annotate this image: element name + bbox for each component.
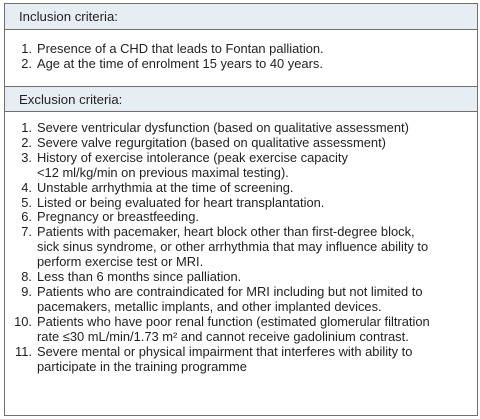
criteria-item-number: 4.	[21, 179, 32, 195]
criteria-item-line: participate in the training programme	[37, 358, 247, 374]
criteria-item-line: sick sinus syndrome, or other arrhythmia that may influence ability to	[37, 239, 429, 255]
criteria-item-text	[37, 196, 469, 211]
criteria-item-line: perform exercise test or MRI.	[37, 254, 204, 270]
criteria-item-number: 1.	[21, 120, 32, 135]
criteria-item-number: 1.	[21, 41, 32, 56]
criteria-item-line: Severe mental or physical impairment that interferes with ability to	[37, 343, 413, 359]
criteria-item-text	[37, 57, 469, 72]
criteria-item-number: 10.	[14, 313, 32, 329]
criteria-item-line: Patients who are contraindicated for MRI including but not limited to	[37, 283, 423, 299]
criteria-item-number: 11.	[15, 343, 32, 359]
criteria-item-line: Patients who have poor renal function (estimated glomerular filtration	[37, 313, 430, 329]
criteria-item-line: <12 ml/kg/min on previous maximal testing).	[37, 164, 289, 180]
criteria-item-text	[37, 151, 469, 181]
criteria-item-line: Listed or being evaluated for heart transplantation.	[37, 194, 325, 210]
criteria-item-line: Pregnancy or breastfeeding.	[37, 209, 199, 225]
criteria-item-line: Presence of a CHD that leads to Fontan palliation.	[37, 41, 324, 56]
criteria-item-text	[37, 210, 469, 225]
criteria-item-line: Severe valve regurgitation (based on qualitative assessment)	[37, 134, 386, 150]
criteria-item-text	[37, 315, 469, 345]
criteria-item-text	[37, 181, 469, 196]
criteria-item-text	[37, 136, 469, 151]
criteria-item-line: Less than 6 months since palliation.	[37, 269, 242, 285]
criteria-item-line: Unstable arrhythmia at the time of screening.	[37, 179, 294, 195]
criteria-item-text	[37, 225, 469, 270]
criteria-item	[5, 181, 477, 196]
criteria-item-number: 3.	[21, 149, 32, 165]
criteria-item	[5, 225, 477, 270]
criteria-item	[5, 270, 477, 285]
criteria-item-number: 8.	[21, 269, 32, 285]
criteria-item	[5, 285, 477, 315]
criteria-item	[5, 121, 477, 136]
criteria-item	[5, 315, 477, 345]
inclusion-criteria-list	[5, 42, 477, 72]
criteria-item-number: 6.	[21, 209, 32, 225]
criteria-item-text	[37, 121, 469, 136]
criteria-item-text	[37, 345, 469, 375]
criteria-item-line: Severe ventricular dysfunction (based on qualitative assessment)	[37, 120, 409, 135]
criteria-item	[5, 196, 477, 211]
criteria-item-text	[37, 270, 469, 285]
criteria-item	[5, 151, 477, 181]
criteria-table	[4, 3, 478, 416]
inclusion-criteria-heading: Inclusion criteria:	[5, 4, 477, 30]
criteria-item	[5, 136, 477, 151]
criteria-item-line: rate ≤30 mL/min/1.73 m² and cannot receive gadolinium contrast.	[37, 328, 409, 344]
criteria-item	[5, 57, 477, 72]
criteria-item	[5, 345, 477, 375]
criteria-item-line: Patients with pacemaker, heart block other than first-degree block,	[37, 224, 415, 240]
criteria-item-number: 2.	[21, 55, 32, 71]
exclusion-criteria-heading: Exclusion criteria:	[5, 86, 477, 112]
exclusion-criteria-list	[5, 121, 477, 374]
criteria-item-line: pacemakers, metallic implants, and other implanted devices.	[37, 298, 382, 314]
criteria-item-text	[37, 285, 469, 315]
criteria-item-line: History of exercise intolerance (peak exercise capacity	[37, 149, 348, 165]
criteria-item-number: 5.	[21, 194, 32, 210]
criteria-item-line: Age at the time of enrolment 15 years to 40 years.	[37, 55, 323, 71]
criteria-item-text	[37, 42, 469, 57]
criteria-item-number: 7.	[21, 224, 32, 240]
criteria-item-number: 9.	[21, 283, 32, 299]
criteria-item	[5, 42, 477, 57]
criteria-item-number: 2.	[21, 134, 32, 150]
criteria-item	[5, 210, 477, 225]
